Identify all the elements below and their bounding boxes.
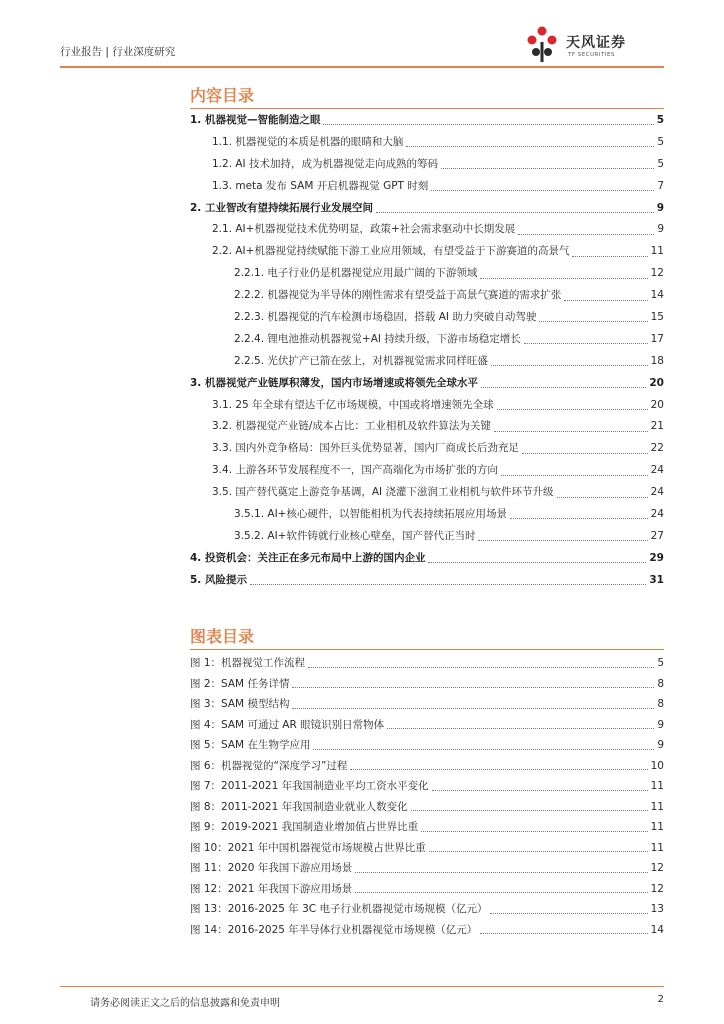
toc-entry-text: 2.2.4. 锂电池推动机器视觉+AI 持续升级，下游市场稳定增长: [234, 332, 521, 345]
toc-title-rule: [190, 108, 664, 109]
toc-entry-page: 22: [650, 442, 664, 455]
toc-entry-page: 20: [649, 376, 664, 389]
toc-entry-page: 7: [657, 179, 664, 192]
dot-leader: [421, 831, 648, 832]
toc-entry-text: 2.2. AI+机器视觉持续赋能下游工业应用领域，有望受益于下游赛道的高景气: [212, 245, 570, 258]
toc-list: [190, 110, 664, 592]
figure-entry[interactable]: [190, 674, 664, 695]
toc-entry-text: 3.3. 国内外竞争格局：国外巨头优势显著，国内厂商成长后劲充足: [212, 442, 519, 455]
toc-entry[interactable]: [190, 351, 664, 373]
toc-entry-text: 2.2.3. 机器视觉的汽车检测市场稳固，搭载 AI 助力突破自动驾驶: [234, 311, 537, 324]
toc-entry-text: 3.1. 25 年全球有望达千亿市场规模，中国或将增速领先全球: [212, 398, 494, 411]
figure-entry[interactable]: [190, 694, 664, 715]
figure-entry-text: 图 7：2011-2021 年我国制造业平均工资水平变化: [190, 780, 429, 792]
figure-entry-page: 11: [650, 821, 664, 833]
toc-entry-text: 1.1. 机器视觉的本质是机器的眼睛和大脑: [212, 135, 404, 148]
logo-english-name: TF SECURITIES: [568, 52, 615, 58]
toc-entry[interactable]: [190, 373, 664, 395]
figure-entry[interactable]: [190, 920, 664, 941]
figure-entry-page: 12: [650, 882, 664, 895]
toc-entry-page: 24: [650, 486, 664, 499]
figures-title-rule: [190, 649, 664, 650]
toc-entry-text: 3. 机器视觉产业链厚积薄发，国内市场增速或将领先全球水平: [190, 376, 478, 389]
figure-entry-text: 图 10：2021 年中国机器视觉市场规模占世界比重: [190, 841, 426, 854]
dot-leader: [557, 497, 648, 498]
figures-title: 图表目录: [190, 627, 255, 646]
figure-entry-page: 11: [650, 841, 664, 854]
toc-entry[interactable]: [190, 176, 664, 198]
dot-leader: [292, 708, 654, 709]
toc-entry-page: 5: [657, 157, 664, 170]
figure-entry-text: 图 8：2011-2021 年我国制造业就业人数变化: [190, 800, 408, 813]
toc-entry-page: 27: [650, 529, 664, 542]
figure-entry[interactable]: [190, 776, 664, 797]
toc-entry-page: 5: [656, 114, 664, 126]
dot-leader: [490, 913, 647, 914]
figure-entry[interactable]: [190, 817, 664, 838]
tf-logo-icon: [524, 24, 560, 64]
dot-leader: [480, 933, 647, 934]
toc-entry[interactable]: [190, 438, 664, 460]
toc-entry-text: 2.2.1. 电子行业仍是机器视觉应用最广阔的下游领域: [234, 267, 478, 280]
figure-entry[interactable]: [190, 756, 664, 777]
figure-entry-text: 图 2：SAM 任务详情: [190, 677, 290, 690]
toc-entry[interactable]: [190, 570, 664, 592]
toc-entry-page: 31: [649, 573, 664, 586]
toc-entry-page: 17: [650, 332, 664, 345]
figure-entry-text: 图 13：2016-2025 年 3C 电子行业机器视觉市场规模（亿元）: [190, 903, 488, 915]
dot-leader: [292, 687, 654, 688]
toc-entry[interactable]: [190, 307, 664, 329]
toc-entry[interactable]: [190, 132, 664, 154]
toc-entry-text: 2.2.2. 机器视觉为半导体的刚性需求有望受益于高景气赛道的需求扩张: [234, 289, 562, 302]
dot-leader: [313, 749, 654, 750]
toc-entry-page: 24: [650, 464, 664, 477]
toc-entry-text: 3.5.1. AI+核心硬件，以智能相机为代表持续拓展应用场景: [234, 508, 507, 521]
page-header: [60, 0, 664, 72]
page-number: 2: [657, 994, 664, 1005]
toc-entry[interactable]: [190, 110, 664, 132]
dot-leader: [387, 728, 654, 729]
figure-entry-page: 11: [650, 800, 664, 813]
toc-entry[interactable]: [190, 482, 664, 504]
figure-entry-text: 图 5：SAM 在生物学应用: [190, 739, 311, 751]
dot-leader: [250, 584, 646, 585]
figure-entry-text: 图 1：机器视觉工作流程: [190, 657, 306, 669]
toc-entry-page: 9: [657, 223, 664, 236]
figure-entry-page: 14: [650, 923, 664, 936]
dot-leader: [480, 278, 647, 279]
figure-entry-page: 12: [650, 862, 664, 874]
toc-entry-text: 1. 机器视觉—智能制造之眼: [190, 114, 321, 126]
toc-entry-page: 21: [650, 420, 664, 433]
toc-entry[interactable]: [190, 460, 664, 482]
footer-divider: [60, 986, 664, 987]
figure-entry-page: 8: [657, 677, 664, 690]
company-logo: [524, 24, 664, 64]
dot-leader: [428, 562, 646, 563]
toc-entry-text: 4. 投资机会：关注正在多元布局中上游的国内企业: [190, 551, 426, 564]
toc-entry[interactable]: [190, 416, 664, 438]
dot-leader: [572, 256, 647, 257]
dot-leader: [323, 124, 653, 125]
dot-leader: [497, 409, 648, 410]
dot-leader: [494, 431, 648, 432]
figure-entry-text: 图 9：2019-2021 我国制造业增加值占世界比重: [190, 821, 419, 833]
dot-leader: [522, 453, 648, 454]
figure-entry[interactable]: [190, 797, 664, 818]
dot-leader: [431, 190, 654, 191]
toc-entry[interactable]: [190, 241, 664, 263]
toc-entry[interactable]: [190, 395, 664, 417]
toc-entry-text: 1.2. AI 技术加持，成为机器视觉走向成熟的筹码: [212, 157, 438, 170]
toc-entry[interactable]: [190, 219, 664, 241]
toc-entry-page: 18: [650, 354, 664, 367]
dot-leader: [429, 851, 648, 852]
toc-entry-page: 5: [657, 135, 664, 148]
toc-entry-page: 24: [650, 508, 664, 521]
toc-entry-text: 3.4. 上游各环节发展程度不一，国产高端化为市场扩张的方向: [212, 464, 498, 477]
dot-leader: [355, 872, 647, 873]
toc-entry[interactable]: [190, 263, 664, 285]
dot-leader: [539, 321, 647, 322]
figure-entry[interactable]: [190, 735, 664, 756]
toc-entry[interactable]: [190, 154, 664, 176]
dot-leader: [406, 146, 654, 147]
figure-entry[interactable]: [190, 838, 664, 859]
toc-entry-page: 12: [650, 267, 664, 280]
toc-entry-page: 11: [650, 245, 664, 258]
toc-entry[interactable]: [190, 526, 664, 548]
toc-entry-text: 2. 工业智改有望持续拓展行业发展空间: [190, 201, 373, 214]
toc-entry[interactable]: [190, 198, 664, 220]
figure-entry[interactable]: [190, 715, 664, 736]
figure-entry-text: 图 12：2021 年我国下游应用场景: [190, 882, 353, 895]
toc-entry-page: 14: [650, 289, 664, 302]
dot-leader: [518, 234, 654, 235]
toc-entry-page: 29: [649, 551, 664, 564]
toc-entry-page: 15: [650, 311, 664, 324]
toc-entry-text: 2.1. AI+机器视觉技术优势明显，政策+社会需求驱动中长期发展: [212, 223, 516, 236]
figure-entry-text: 图 14：2016-2025 年半导体行业机器视觉市场规模（亿元）: [190, 923, 478, 936]
toc-title: 内容目录: [190, 86, 255, 105]
dot-leader: [491, 365, 648, 366]
dot-leader: [376, 212, 654, 213]
figure-entry-page: 5: [657, 657, 664, 669]
dot-leader: [432, 790, 648, 791]
dot-leader: [308, 667, 654, 668]
dot-leader: [478, 540, 647, 541]
toc-entry[interactable]: [190, 548, 664, 570]
figure-entry[interactable]: [190, 858, 664, 879]
toc-entry[interactable]: [190, 285, 664, 307]
figure-entry-page: 8: [657, 698, 664, 710]
figure-entry-page: 9: [657, 739, 664, 751]
report-category: 行业报告 | 行业深度研究: [60, 46, 176, 58]
toc-entry-text: 1.3. meta 发布 SAM 开启机器视觉 GPT 时刻: [212, 179, 429, 192]
figure-entry-text: 图 4：SAM 可通过 AR 眼镜识别日常物体: [190, 718, 385, 731]
dot-leader: [441, 168, 654, 169]
toc-entry[interactable]: [190, 504, 664, 526]
dot-leader: [411, 810, 648, 811]
toc-entry-text: 3.5. 国产替代奠定上游竞争基调，AI 浇灌下滋润工业相机与软件环节升级: [212, 486, 554, 499]
toc-entry-text: 5. 风险提示: [190, 573, 247, 586]
footer-disclaimer: 请务必阅读正文之后的信息披露和免责申明: [90, 998, 280, 1009]
figure-entry-page: 13: [650, 903, 664, 915]
dot-leader: [501, 475, 648, 476]
figure-entry-text: 图 3：SAM 模型结构: [190, 698, 290, 710]
toc-entry-text: 3.2. 机器视觉产业链/成本占比：工业相机及软件算法为关键: [212, 420, 491, 433]
figure-entry-page: 10: [650, 759, 664, 772]
dot-leader: [564, 300, 647, 301]
dot-leader: [350, 769, 647, 770]
figure-entry[interactable]: [190, 899, 664, 920]
header-divider: [60, 66, 664, 68]
figure-entry-text: 图 6：机器视觉的“深度学习”过程: [190, 759, 348, 772]
toc-entry-text: 2.2.5. 光伏扩产已箭在弦上，对机器视觉需求同样旺盛: [234, 354, 488, 367]
figure-entry[interactable]: [190, 653, 664, 674]
dot-leader: [481, 387, 646, 388]
dot-leader: [355, 892, 647, 893]
dot-leader: [510, 518, 648, 519]
logo-chinese-name: 天风证券: [566, 35, 626, 51]
figure-entry-page: 9: [657, 718, 664, 731]
dot-leader: [524, 343, 648, 344]
toc-entry-page: 9: [656, 201, 664, 214]
figures-list: [190, 653, 664, 940]
figure-entry-text: 图 11：2020 年我国下游应用场景: [190, 862, 353, 874]
toc-entry[interactable]: [190, 329, 664, 351]
toc-entry-page: 20: [650, 398, 664, 411]
figure-entry-page: 11: [650, 780, 664, 792]
toc-entry-text: 3.5.2. AI+软件铸就行业核心壁垒，国产替代正当时: [234, 529, 476, 542]
figure-entry[interactable]: [190, 879, 664, 900]
